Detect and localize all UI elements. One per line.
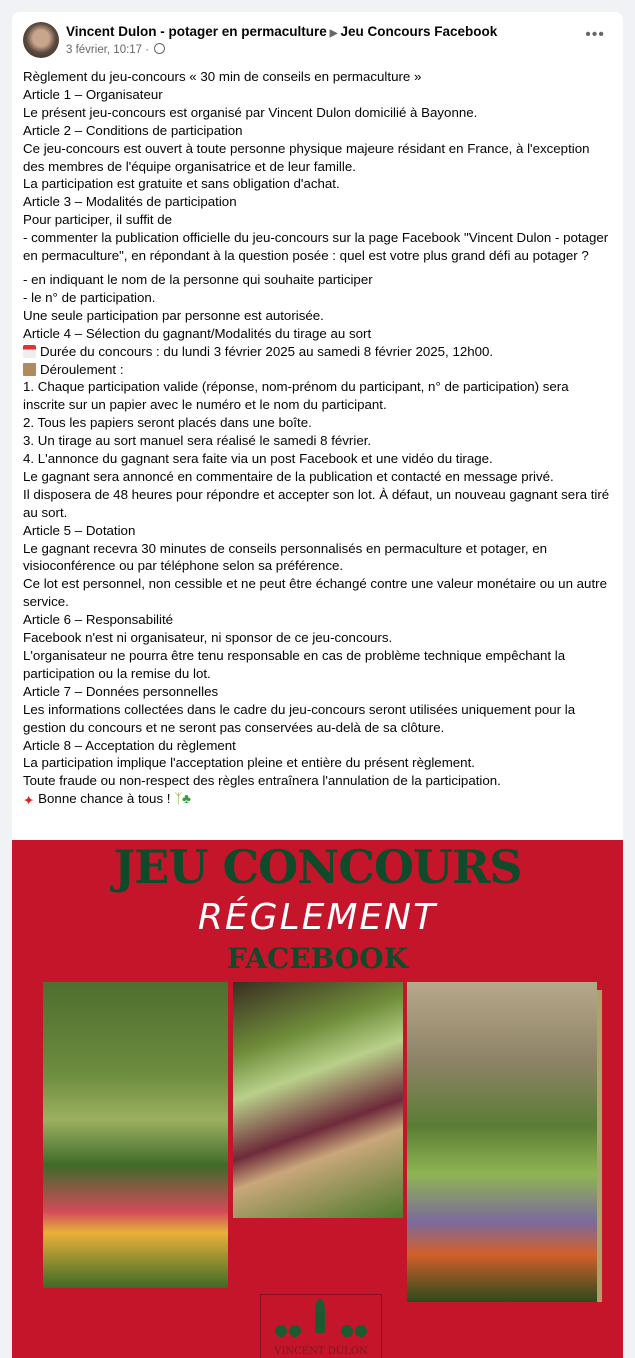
text-line: Article 5 – Dotation xyxy=(23,522,136,538)
garden-photo-lettuce xyxy=(233,982,403,1218)
post-image[interactable] xyxy=(12,840,623,1358)
scroll-icon xyxy=(23,363,36,376)
closing-text: Bonne chance à tous ! xyxy=(38,791,171,807)
post-header xyxy=(66,24,497,39)
text-line: Facebook n'est ni organisateur, ni sponsor de ce jeu-concours. xyxy=(23,630,393,646)
text-line: Les informations collectées dans le cadre du jeu-concours seront utilisées uniquement pour la gestion du concours et ne seront pas conservées au-delà de sa clôture. xyxy=(23,701,576,735)
text-line: Règlement du jeu-concours « 30 min de conseils en permaculture » xyxy=(23,69,422,84)
post-meta: 3 février, 10:17 · xyxy=(66,43,165,56)
duration-text: Durée du concours : du lundi 3 février 2025 au samedi 8 février 2025, 12h00. xyxy=(40,343,494,359)
text-line: Pour participer, il suffit de xyxy=(23,212,173,228)
brand-logo xyxy=(260,1294,382,1358)
author-avatar[interactable] xyxy=(23,22,59,58)
text-line: Ce jeu-concours est ouvert à toute personne physique majeure résidant en France, à l'exception des membres de l'équipe organisatrice et de leur famille. xyxy=(23,140,590,174)
text-line: Article 2 – Conditions de participation xyxy=(23,122,243,138)
timestamp-link[interactable]: 3 février, 10:17 xyxy=(66,44,143,56)
text-line: Une seule participation par personne est autorisée. xyxy=(23,307,324,323)
text-line xyxy=(23,361,613,379)
text-line: Article 8 – Acceptation du règlement xyxy=(23,737,236,753)
text-line: Article 1 – Organisateur xyxy=(23,86,163,102)
process-text: Déroulement : xyxy=(40,361,124,377)
more-options-button[interactable]: ••• xyxy=(585,26,605,43)
clover-icon: ♣ xyxy=(182,791,191,807)
text-line: 3. Un tirage au sort manuel sera réalisé le samedi 8 février. xyxy=(23,433,372,449)
seedling-icon: ᛉ xyxy=(174,791,183,807)
text-line: La participation est gratuite et sans obligation d'achat. xyxy=(23,176,340,192)
text-line: Article 7 – Données personnelles xyxy=(23,683,219,699)
text-line: Le présent jeu-concours est organisé par Vincent Dulon domicilié à Bayonne. xyxy=(23,104,478,120)
garden-photo-path xyxy=(407,982,597,1302)
text-line: Toute fraude ou non-respect des règles entraînera l'annulation de la participation. xyxy=(23,773,501,789)
image-subtitle: FACEBOOK xyxy=(227,942,408,975)
post-text xyxy=(23,68,613,808)
globe-icon xyxy=(154,43,165,54)
text-line: 4. L'annonce du gagnant sera faite via un post Facebook et une vidéo du tirage. xyxy=(23,451,493,467)
author-link[interactable]: Vincent Dulon - potager en permaculture xyxy=(66,24,327,39)
text-line: - commenter la publication officielle du jeu-concours sur la page Facebook "Vincent Dulon - potager en permaculture", en répondant à la question posée : quel est votre plus grand défi au potager ? xyxy=(23,230,609,264)
arrow-right-icon: ▶ xyxy=(329,28,338,39)
text-line: 1. Chaque participation valide (réponse, nom-prénom du participant, n° de participation) sera inscrite sur un papier avec le numéro et le nom du participant. xyxy=(23,379,569,413)
image-overlay-text: RÉGLEMENT xyxy=(197,897,438,938)
text-line xyxy=(23,790,613,808)
text-line: L'organisateur ne pourra être tenu responsable en cas de problème technique empêchant la participation ou la remise du lot. xyxy=(23,648,566,681)
text-line: Le gagnant recevra 30 minutes de conseils personnalisés en permaculture et potager, en visioconférence ou par téléphone selon sa préférence. xyxy=(23,540,548,574)
logo-text: VINCENT DULON xyxy=(274,1346,368,1357)
pushpin-icon: ✦ xyxy=(23,793,35,809)
text-line: Il disposera de 48 heures pour répondre et accepter son lot. À défaut, un nouveau gagnant sera tiré au sort. xyxy=(23,486,610,520)
text-line: La participation implique l'acceptation pleine et entière du présent règlement. xyxy=(23,755,475,771)
text-line: Article 3 – Modalités de participation xyxy=(23,194,237,210)
group-link[interactable]: Jeu Concours Facebook xyxy=(340,24,498,39)
text-line xyxy=(23,343,613,361)
garden-photo-flowers xyxy=(43,982,228,1288)
text-line: Article 4 – Sélection du gagnant/Modalités du tirage au sort xyxy=(23,325,372,341)
text-line: - en indiquant le nom de la personne qui souhaite participer xyxy=(23,271,373,287)
image-title: JEU CONCOURS xyxy=(113,840,522,894)
text-line: - le n° de participation. xyxy=(23,289,156,305)
text-line: Article 6 – Responsabilité xyxy=(23,612,174,628)
calendar-icon xyxy=(23,345,36,358)
text-line: 2. Tous les papiers seront placés dans une boîte. xyxy=(23,415,312,431)
text-line: Ce lot est personnel, non cessible et ne peut être échangé contre une valeur monétaire ou un autre service. xyxy=(23,576,607,610)
tree-icon xyxy=(315,1299,325,1333)
text-line: Le gagnant sera annoncé en commentaire de la publication et contacté en message privé. xyxy=(23,468,554,484)
